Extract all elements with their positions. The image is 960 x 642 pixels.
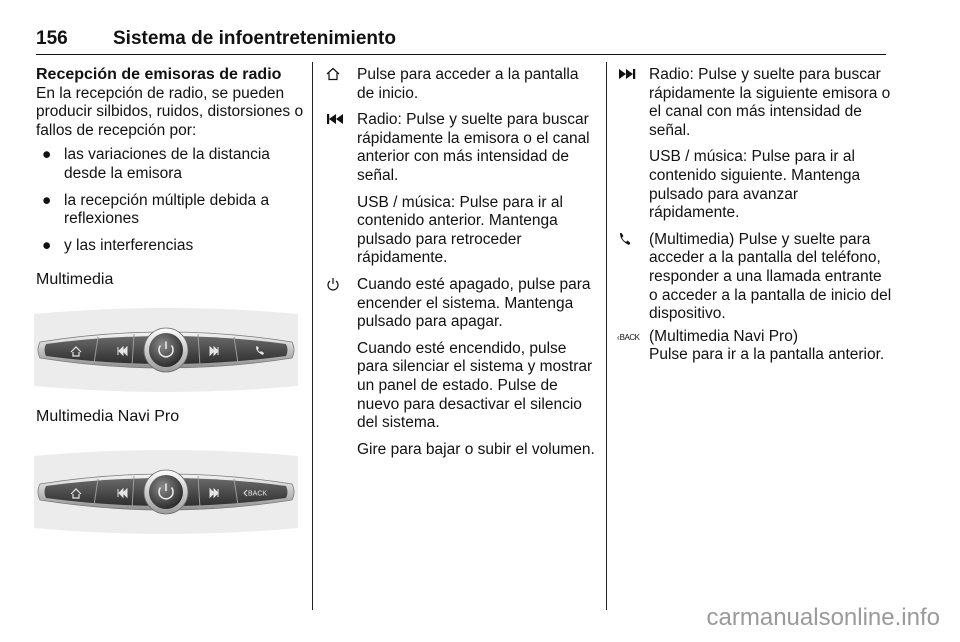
list-item: ● la recepción múltiple debida a reflexiones: [42, 191, 270, 228]
section-heading: Recepción de emisoras de radio: [36, 66, 282, 83]
phone-button-description: (Multimedia) Pulse y suelte para acceder a la pantalla del teléfono, responder a una llamada entrante o acceder a la pantalla de inicio del dispositivo.: [617, 231, 892, 324]
bullet-icon: ●: [42, 146, 52, 164]
running-head: Sistema de infoentretenimiento: [113, 28, 396, 49]
list-item: ● las variaciones de la distancia desde la emisora: [42, 146, 270, 182]
skip-back-icon: [325, 111, 349, 130]
bullet-list: [36, 146, 304, 255]
column-1: [36, 66, 304, 542]
home-icon: [325, 66, 349, 85]
multimedia-heading: Multimedia: [36, 271, 114, 289]
back-button-label: BACK: [248, 490, 268, 498]
column-2: [325, 66, 595, 459]
watermark: carmanualsonline.info: [706, 604, 940, 631]
list-item: ● y las interferencias: [42, 236, 194, 254]
page-number: 156: [36, 28, 68, 49]
home-button-description: Pulse para acceder a la pantalla de inicio.: [325, 66, 595, 103]
power-button-description: Cuando esté apagado, pulse para encender el sistema. Mantenga pulsado para apagar. Cuando esté encendido, pulse para silenciar el sistema y mostrar un panel de estado. Pulse de nuevo para desactivar el silencio del sistema. Gire para bajar o subir el volumen.: [325, 276, 595, 459]
power-icon: [325, 276, 349, 295]
back-button-description: ‹BACK (Multimedia Navi Pro) Pulse para ir a la pantalla anterior.: [617, 327, 885, 364]
navi-pro-heading: Multimedia Navi Pro: [36, 407, 180, 425]
column-3: [617, 66, 892, 365]
intro-paragraph: En la recepción de radio, se pueden producir silbidos, ruidos, distorsiones o fallos de recepción por:: [36, 84, 304, 139]
bullet-icon: ●: [42, 191, 52, 209]
navi-pro-control-panel-image: [34, 448, 298, 536]
next-button-description: Radio: Pulse y suelte para buscar rápidamente la siguiente emisora o el canal con más intensidad de señal. USB / música: Pulse para ir al contenido siguiente. Mantenga pulsado para avanzar rápidamente.: [617, 66, 892, 223]
back-icon: ‹BACK: [617, 332, 640, 342]
column-divider-2: [606, 62, 607, 610]
previous-button-description: Radio: Pulse y suelte para buscar rápidamente la emisora o el canal anterior con más intensidad de señal. USB / música: Pulse para ir al contenido anterior. Mantenga pulsado para retroceder rápidamente.: [325, 111, 595, 268]
multimedia-control-panel-image: [34, 306, 298, 394]
column-divider-1: [312, 62, 313, 610]
header-rule: [36, 54, 886, 55]
bullet-icon: ●: [42, 236, 52, 254]
phone-icon: [617, 231, 641, 250]
skip-forward-icon: [617, 66, 641, 85]
